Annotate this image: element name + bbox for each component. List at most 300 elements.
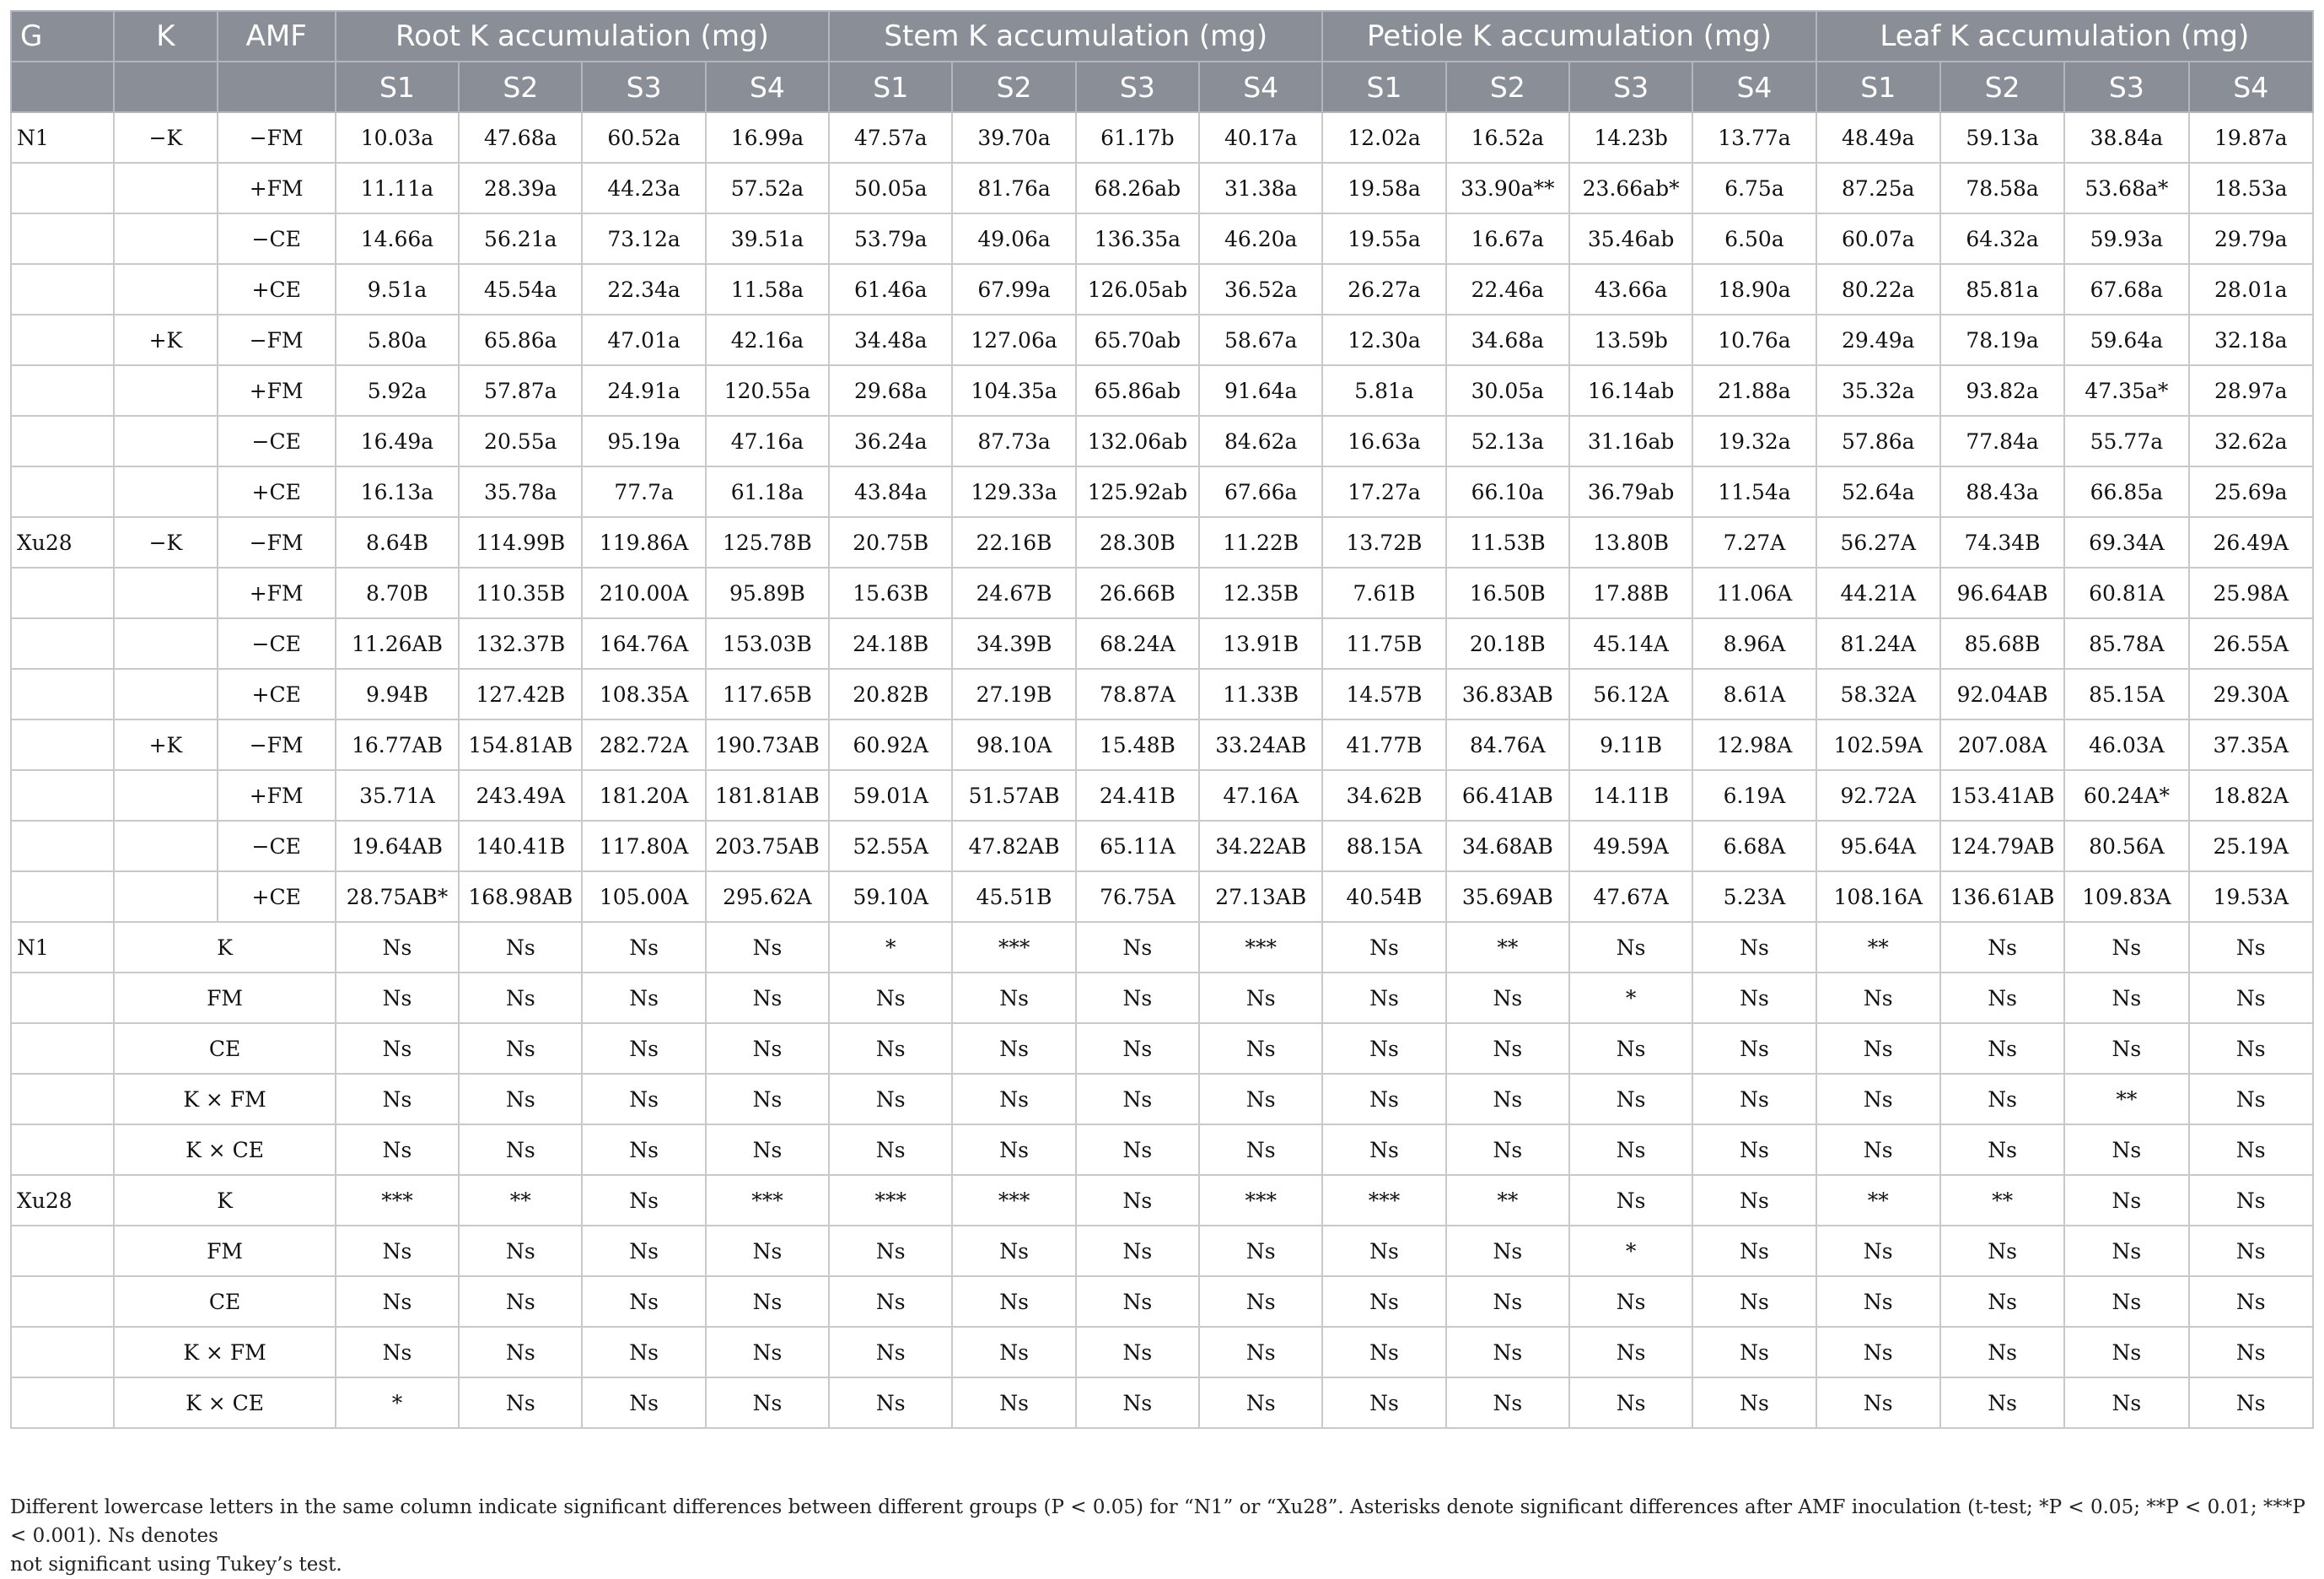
value-cell: 29.30A xyxy=(2189,669,2313,719)
factor-cell: K × CE xyxy=(114,1377,336,1428)
table-row xyxy=(11,163,2313,213)
genotype-cell xyxy=(11,1124,114,1175)
k-level-cell: −K xyxy=(114,517,217,568)
value-cell: 125.78B xyxy=(706,517,829,568)
significance-cell: Ns xyxy=(1569,922,1692,973)
significance-cell: Ns xyxy=(582,1175,705,1226)
value-cell: 12.30a xyxy=(1322,315,1445,365)
value-cell: 25.69a xyxy=(2189,466,2313,517)
significance-cell: Ns xyxy=(1940,1327,2064,1377)
value-cell: 18.82A xyxy=(2189,770,2313,821)
stats-row xyxy=(11,1124,2313,1175)
genotype-cell xyxy=(11,568,114,618)
significance-cell: Ns xyxy=(1076,1276,1199,1327)
value-cell: 8.96A xyxy=(1692,618,1816,669)
significance-cell: Ns xyxy=(336,1226,459,1276)
significance-cell: Ns xyxy=(2064,973,2188,1023)
value-cell: 66.85a xyxy=(2064,466,2188,517)
significance-cell: Ns xyxy=(829,1074,952,1124)
significance-cell: Ns xyxy=(459,1124,582,1175)
amf-cell: −CE xyxy=(218,618,336,669)
amf-cell: −FM xyxy=(218,112,336,163)
header-blank xyxy=(11,62,114,112)
value-cell: 29.79a xyxy=(2189,213,2313,264)
value-cell: 60.81A xyxy=(2064,568,2188,618)
significance-cell: Ns xyxy=(1816,1074,1940,1124)
genotype-cell xyxy=(11,466,114,517)
value-cell: 47.35a* xyxy=(2064,365,2188,416)
amf-cell: −CE xyxy=(218,821,336,871)
significance-cell: Ns xyxy=(1322,1327,1445,1377)
value-cell: 6.75a xyxy=(1692,163,1816,213)
value-cell: 47.57a xyxy=(829,112,952,163)
value-cell: 30.05a xyxy=(1446,365,1569,416)
value-cell: 15.48B xyxy=(1076,719,1199,770)
significance-cell: ** xyxy=(1446,922,1569,973)
significance-cell: Ns xyxy=(2189,1023,2313,1074)
value-cell: 168.98AB xyxy=(459,871,582,922)
genotype-cell xyxy=(11,1074,114,1124)
value-cell: 93.82a xyxy=(1940,365,2064,416)
significance-cell: Ns xyxy=(2189,1074,2313,1124)
value-cell: 39.70a xyxy=(952,112,1075,163)
significance-cell: Ns xyxy=(1199,1226,1322,1276)
table-row xyxy=(11,618,2313,669)
significance-cell: Ns xyxy=(829,1124,952,1175)
value-cell: 38.84a xyxy=(2064,112,2188,163)
value-cell: 46.03A xyxy=(2064,719,2188,770)
value-cell: 13.72B xyxy=(1322,517,1445,568)
value-cell: 24.41B xyxy=(1076,770,1199,821)
significance-cell: Ns xyxy=(706,1023,829,1074)
value-cell: 45.54a xyxy=(459,264,582,315)
value-cell: 119.86A xyxy=(582,517,705,568)
table-body xyxy=(11,112,2313,1428)
value-cell: 207.08A xyxy=(1940,719,2064,770)
value-cell: 61.18a xyxy=(706,466,829,517)
amf-cell: +CE xyxy=(218,669,336,719)
factor-cell: CE xyxy=(114,1023,336,1074)
factor-cell: FM xyxy=(114,973,336,1023)
value-cell: 76.75A xyxy=(1076,871,1199,922)
significance-cell: Ns xyxy=(2064,1124,2188,1175)
significance-cell: Ns xyxy=(1076,1023,1199,1074)
significance-cell: Ns xyxy=(1569,1124,1692,1175)
significance-cell: Ns xyxy=(2064,922,2188,973)
significance-cell: Ns xyxy=(1322,922,1445,973)
value-cell: 16.52a xyxy=(1446,112,1569,163)
significance-cell: Ns xyxy=(829,1377,952,1428)
significance-cell: Ns xyxy=(2064,1327,2188,1377)
value-cell: 55.77a xyxy=(2064,416,2188,466)
significance-cell: Ns xyxy=(2189,973,2313,1023)
value-cell: 36.52a xyxy=(1199,264,1322,315)
significance-cell: Ns xyxy=(459,1327,582,1377)
value-cell: 46.20a xyxy=(1199,213,1322,264)
value-cell: 114.99B xyxy=(459,517,582,568)
significance-cell: Ns xyxy=(2064,1226,2188,1276)
value-cell: 22.16B xyxy=(952,517,1075,568)
value-cell: 34.68a xyxy=(1446,315,1569,365)
value-cell: 17.27a xyxy=(1322,466,1445,517)
k-level-cell xyxy=(114,416,217,466)
value-cell: 56.21a xyxy=(459,213,582,264)
table-row xyxy=(11,669,2313,719)
value-cell: 11.06A xyxy=(1692,568,1816,618)
significance-cell: Ns xyxy=(1692,1327,1816,1377)
amf-cell: +FM xyxy=(218,163,336,213)
table-row xyxy=(11,365,2313,416)
k-level-cell: +K xyxy=(114,719,217,770)
significance-cell: Ns xyxy=(1199,1377,1322,1428)
significance-cell: Ns xyxy=(1692,1074,1816,1124)
value-cell: 18.90a xyxy=(1692,264,1816,315)
table-row xyxy=(11,213,2313,264)
significance-cell: Ns xyxy=(1816,1327,1940,1377)
stage-header: S2 xyxy=(1940,62,2064,112)
header-blank xyxy=(114,62,217,112)
value-cell: 56.12A xyxy=(1569,669,1692,719)
factor-cell: K × FM xyxy=(114,1074,336,1124)
genotype-cell xyxy=(11,618,114,669)
significance-cell: Ns xyxy=(2189,1124,2313,1175)
stage-header: S1 xyxy=(1322,62,1445,112)
value-cell: 60.07a xyxy=(1816,213,1940,264)
value-cell: 67.99a xyxy=(952,264,1075,315)
value-cell: 124.79AB xyxy=(1940,821,2064,871)
value-cell: 45.14A xyxy=(1569,618,1692,669)
stage-header: S4 xyxy=(1199,62,1322,112)
significance-cell: Ns xyxy=(582,1124,705,1175)
table-row xyxy=(11,112,2313,163)
table-row xyxy=(11,517,2313,568)
significance-cell: Ns xyxy=(829,1226,952,1276)
genotype-cell: N1 xyxy=(11,112,114,163)
genotype-cell xyxy=(11,871,114,922)
header-leaf-group: Leaf K accumulation (mg) xyxy=(1816,11,2313,62)
significance-cell: Ns xyxy=(1940,1074,2064,1124)
value-cell: 33.90a** xyxy=(1446,163,1569,213)
value-cell: 47.82AB xyxy=(952,821,1075,871)
value-cell: 5.80a xyxy=(336,315,459,365)
value-cell: 59.93a xyxy=(2064,213,2188,264)
value-cell: 136.61AB xyxy=(1940,871,2064,922)
value-cell: 20.82B xyxy=(829,669,952,719)
value-cell: 153.41AB xyxy=(1940,770,2064,821)
value-cell: 19.64AB xyxy=(336,821,459,871)
value-cell: 132.37B xyxy=(459,618,582,669)
value-cell: 51.57AB xyxy=(952,770,1075,821)
stats-row xyxy=(11,1276,2313,1327)
genotype-cell xyxy=(11,1377,114,1428)
value-cell: 44.23a xyxy=(582,163,705,213)
significance-cell: Ns xyxy=(1446,1276,1569,1327)
significance-cell: Ns xyxy=(1322,1074,1445,1124)
value-cell: 8.61A xyxy=(1692,669,1816,719)
factor-cell: CE xyxy=(114,1276,336,1327)
significance-cell: Ns xyxy=(706,1074,829,1124)
significance-cell: Ns xyxy=(1322,973,1445,1023)
value-cell: 48.49a xyxy=(1816,112,1940,163)
genotype-cell: N1 xyxy=(11,922,114,973)
significance-cell: Ns xyxy=(2064,1276,2188,1327)
value-cell: 65.11A xyxy=(1076,821,1199,871)
significance-cell: Ns xyxy=(1692,1175,1816,1226)
significance-cell: * xyxy=(336,1377,459,1428)
value-cell: 181.20A xyxy=(582,770,705,821)
value-cell: 6.68A xyxy=(1692,821,1816,871)
value-cell: 16.50B xyxy=(1446,568,1569,618)
significance-cell: Ns xyxy=(1816,1377,1940,1428)
significance-cell: Ns xyxy=(582,973,705,1023)
significance-cell: Ns xyxy=(1940,1124,2064,1175)
value-cell: 14.23b xyxy=(1569,112,1692,163)
significance-cell: Ns xyxy=(1816,1276,1940,1327)
value-cell: 127.42B xyxy=(459,669,582,719)
header-k: K xyxy=(114,11,217,62)
value-cell: 127.06a xyxy=(952,315,1075,365)
significance-cell: Ns xyxy=(1076,1175,1199,1226)
footnote-line-2: not significant using Tukey’s test. xyxy=(10,1554,342,1576)
value-cell: 110.35B xyxy=(459,568,582,618)
significance-cell: Ns xyxy=(706,1124,829,1175)
significance-cell: Ns xyxy=(1322,1023,1445,1074)
genotype-cell xyxy=(11,315,114,365)
significance-cell: Ns xyxy=(1322,1276,1445,1327)
significance-cell: Ns xyxy=(1322,1377,1445,1428)
value-cell: 24.67B xyxy=(952,568,1075,618)
value-cell: 12.02a xyxy=(1322,112,1445,163)
value-cell: 65.86a xyxy=(459,315,582,365)
value-cell: 11.54a xyxy=(1692,466,1816,517)
header-root-group: Root K accumulation (mg) xyxy=(336,11,829,62)
significance-cell: Ns xyxy=(582,1226,705,1276)
table-header xyxy=(11,11,2313,112)
genotype-cell: Xu28 xyxy=(11,1175,114,1226)
value-cell: 32.18a xyxy=(2189,315,2313,365)
value-cell: 47.01a xyxy=(582,315,705,365)
significance-cell: *** xyxy=(1322,1175,1445,1226)
value-cell: 16.14ab xyxy=(1569,365,1692,416)
stats-row xyxy=(11,1175,2313,1226)
significance-cell: Ns xyxy=(1199,1074,1322,1124)
significance-cell: Ns xyxy=(706,1276,829,1327)
value-cell: 19.55a xyxy=(1322,213,1445,264)
significance-cell: Ns xyxy=(1940,1276,2064,1327)
significance-cell: Ns xyxy=(1692,1276,1816,1327)
significance-cell: Ns xyxy=(706,922,829,973)
value-cell: 81.24A xyxy=(1816,618,1940,669)
significance-cell: Ns xyxy=(1446,1074,1569,1124)
significance-cell: Ns xyxy=(336,1327,459,1377)
significance-cell: Ns xyxy=(706,1226,829,1276)
amf-cell: −CE xyxy=(218,416,336,466)
value-cell: 9.51a xyxy=(336,264,459,315)
significance-cell: ** xyxy=(1816,1175,1940,1226)
k-level-cell: −K xyxy=(114,112,217,163)
value-cell: 96.64AB xyxy=(1940,568,2064,618)
significance-cell: Ns xyxy=(1199,1023,1322,1074)
value-cell: 7.61B xyxy=(1322,568,1445,618)
significance-cell: Ns xyxy=(459,1276,582,1327)
value-cell: 95.89B xyxy=(706,568,829,618)
value-cell: 60.24A* xyxy=(2064,770,2188,821)
value-cell: 87.25a xyxy=(1816,163,1940,213)
significance-cell: ** xyxy=(459,1175,582,1226)
value-cell: 34.48a xyxy=(829,315,952,365)
value-cell: 8.70B xyxy=(336,568,459,618)
table-row xyxy=(11,466,2313,517)
significance-cell: Ns xyxy=(706,1327,829,1377)
k-accumulation-table xyxy=(10,10,2314,1429)
table-footnote xyxy=(10,1493,2314,1579)
value-cell: 28.39a xyxy=(459,163,582,213)
significance-cell: Ns xyxy=(1940,973,2064,1023)
value-cell: 22.46a xyxy=(1446,264,1569,315)
value-cell: 13.91B xyxy=(1199,618,1322,669)
genotype-cell xyxy=(11,416,114,466)
value-cell: 52.13a xyxy=(1446,416,1569,466)
amf-cell: −FM xyxy=(218,517,336,568)
value-cell: 190.73AB xyxy=(706,719,829,770)
value-cell: 52.55A xyxy=(829,821,952,871)
value-cell: 65.86ab xyxy=(1076,365,1199,416)
value-cell: 59.10A xyxy=(829,871,952,922)
value-cell: 105.00A xyxy=(582,871,705,922)
value-cell: 68.24A xyxy=(1076,618,1199,669)
significance-cell: Ns xyxy=(459,1023,582,1074)
significance-cell: Ns xyxy=(459,1377,582,1428)
significance-cell: Ns xyxy=(1446,973,1569,1023)
significance-cell: Ns xyxy=(1446,1377,1569,1428)
value-cell: 78.58a xyxy=(1940,163,2064,213)
value-cell: 66.41AB xyxy=(1446,770,1569,821)
stage-header: S3 xyxy=(2064,62,2188,112)
value-cell: 154.81AB xyxy=(459,719,582,770)
value-cell: 104.35a xyxy=(952,365,1075,416)
significance-cell: Ns xyxy=(1199,1124,1322,1175)
value-cell: 11.22B xyxy=(1199,517,1322,568)
value-cell: 95.19a xyxy=(582,416,705,466)
value-cell: 42.16a xyxy=(706,315,829,365)
value-cell: 24.91a xyxy=(582,365,705,416)
k-level-cell xyxy=(114,365,217,416)
value-cell: 16.77AB xyxy=(336,719,459,770)
value-cell: 18.53a xyxy=(2189,163,2313,213)
significance-cell: ** xyxy=(1816,922,1940,973)
stage-header-row xyxy=(11,62,2313,112)
value-cell: 17.88B xyxy=(1569,568,1692,618)
value-cell: 59.01A xyxy=(829,770,952,821)
value-cell: 78.87A xyxy=(1076,669,1199,719)
value-cell: 125.92ab xyxy=(1076,466,1199,517)
value-cell: 140.41B xyxy=(459,821,582,871)
k-level-cell xyxy=(114,264,217,315)
stage-header: S3 xyxy=(1076,62,1199,112)
value-cell: 132.06ab xyxy=(1076,416,1199,466)
value-cell: 58.67a xyxy=(1199,315,1322,365)
table-container xyxy=(10,10,2314,1429)
stats-row xyxy=(11,1023,2313,1074)
value-cell: 10.03a xyxy=(336,112,459,163)
value-cell: 109.83A xyxy=(2064,871,2188,922)
value-cell: 28.01a xyxy=(2189,264,2313,315)
significance-cell: Ns xyxy=(1940,1377,2064,1428)
value-cell: 35.46ab xyxy=(1569,213,1692,264)
stats-row xyxy=(11,1327,2313,1377)
significance-cell: ** xyxy=(2064,1074,2188,1124)
significance-cell: Ns xyxy=(1940,1023,2064,1074)
value-cell: 37.35A xyxy=(2189,719,2313,770)
significance-cell: Ns xyxy=(706,973,829,1023)
amf-cell: +FM xyxy=(218,568,336,618)
significance-cell: Ns xyxy=(1199,1327,1322,1377)
value-cell: 126.05ab xyxy=(1076,264,1199,315)
significance-cell: * xyxy=(1569,1226,1692,1276)
value-cell: 85.68B xyxy=(1940,618,2064,669)
genotype-cell xyxy=(11,719,114,770)
value-cell: 11.33B xyxy=(1199,669,1322,719)
value-cell: 49.59A xyxy=(1569,821,1692,871)
significance-cell: Ns xyxy=(1692,1023,1816,1074)
significance-cell: Ns xyxy=(952,1276,1075,1327)
value-cell: 67.68a xyxy=(2064,264,2188,315)
value-cell: 47.16A xyxy=(1199,770,1322,821)
significance-cell: Ns xyxy=(1076,1074,1199,1124)
genotype-cell xyxy=(11,365,114,416)
value-cell: 102.59A xyxy=(1816,719,1940,770)
significance-cell: Ns xyxy=(336,922,459,973)
header-amf: AMF xyxy=(218,11,336,62)
value-cell: 26.66B xyxy=(1076,568,1199,618)
k-level-cell xyxy=(114,770,217,821)
significance-cell: Ns xyxy=(582,1276,705,1327)
significance-cell: Ns xyxy=(952,973,1075,1023)
significance-cell: Ns xyxy=(1199,973,1322,1023)
k-level-cell xyxy=(114,821,217,871)
value-cell: 69.34A xyxy=(2064,517,2188,568)
stage-header: S3 xyxy=(582,62,705,112)
significance-cell: * xyxy=(829,922,952,973)
stage-header: S4 xyxy=(2189,62,2313,112)
value-cell: 14.11B xyxy=(1569,770,1692,821)
value-cell: 61.46a xyxy=(829,264,952,315)
significance-cell: Ns xyxy=(1322,1226,1445,1276)
value-cell: 16.49a xyxy=(336,416,459,466)
header-stem-group: Stem K accumulation (mg) xyxy=(829,11,1322,62)
significance-cell: Ns xyxy=(952,1074,1075,1124)
significance-cell: Ns xyxy=(952,1226,1075,1276)
value-cell: 34.68AB xyxy=(1446,821,1569,871)
value-cell: 295.62A xyxy=(706,871,829,922)
significance-cell: Ns xyxy=(1076,1377,1199,1428)
value-cell: 129.33a xyxy=(952,466,1075,517)
stats-row xyxy=(11,1226,2313,1276)
significance-cell: Ns xyxy=(1692,1124,1816,1175)
significance-cell: *** xyxy=(336,1175,459,1226)
significance-cell: Ns xyxy=(1322,1124,1445,1175)
value-cell: 108.16A xyxy=(1816,871,1940,922)
k-level-cell xyxy=(114,871,217,922)
value-cell: 40.17a xyxy=(1199,112,1322,163)
factor-cell: FM xyxy=(114,1226,336,1276)
value-cell: 28.30B xyxy=(1076,517,1199,568)
stage-header: S3 xyxy=(1569,62,1692,112)
value-cell: 210.00A xyxy=(582,568,705,618)
amf-cell: +CE xyxy=(218,264,336,315)
value-cell: 35.78a xyxy=(459,466,582,517)
significance-cell: Ns xyxy=(952,1124,1075,1175)
